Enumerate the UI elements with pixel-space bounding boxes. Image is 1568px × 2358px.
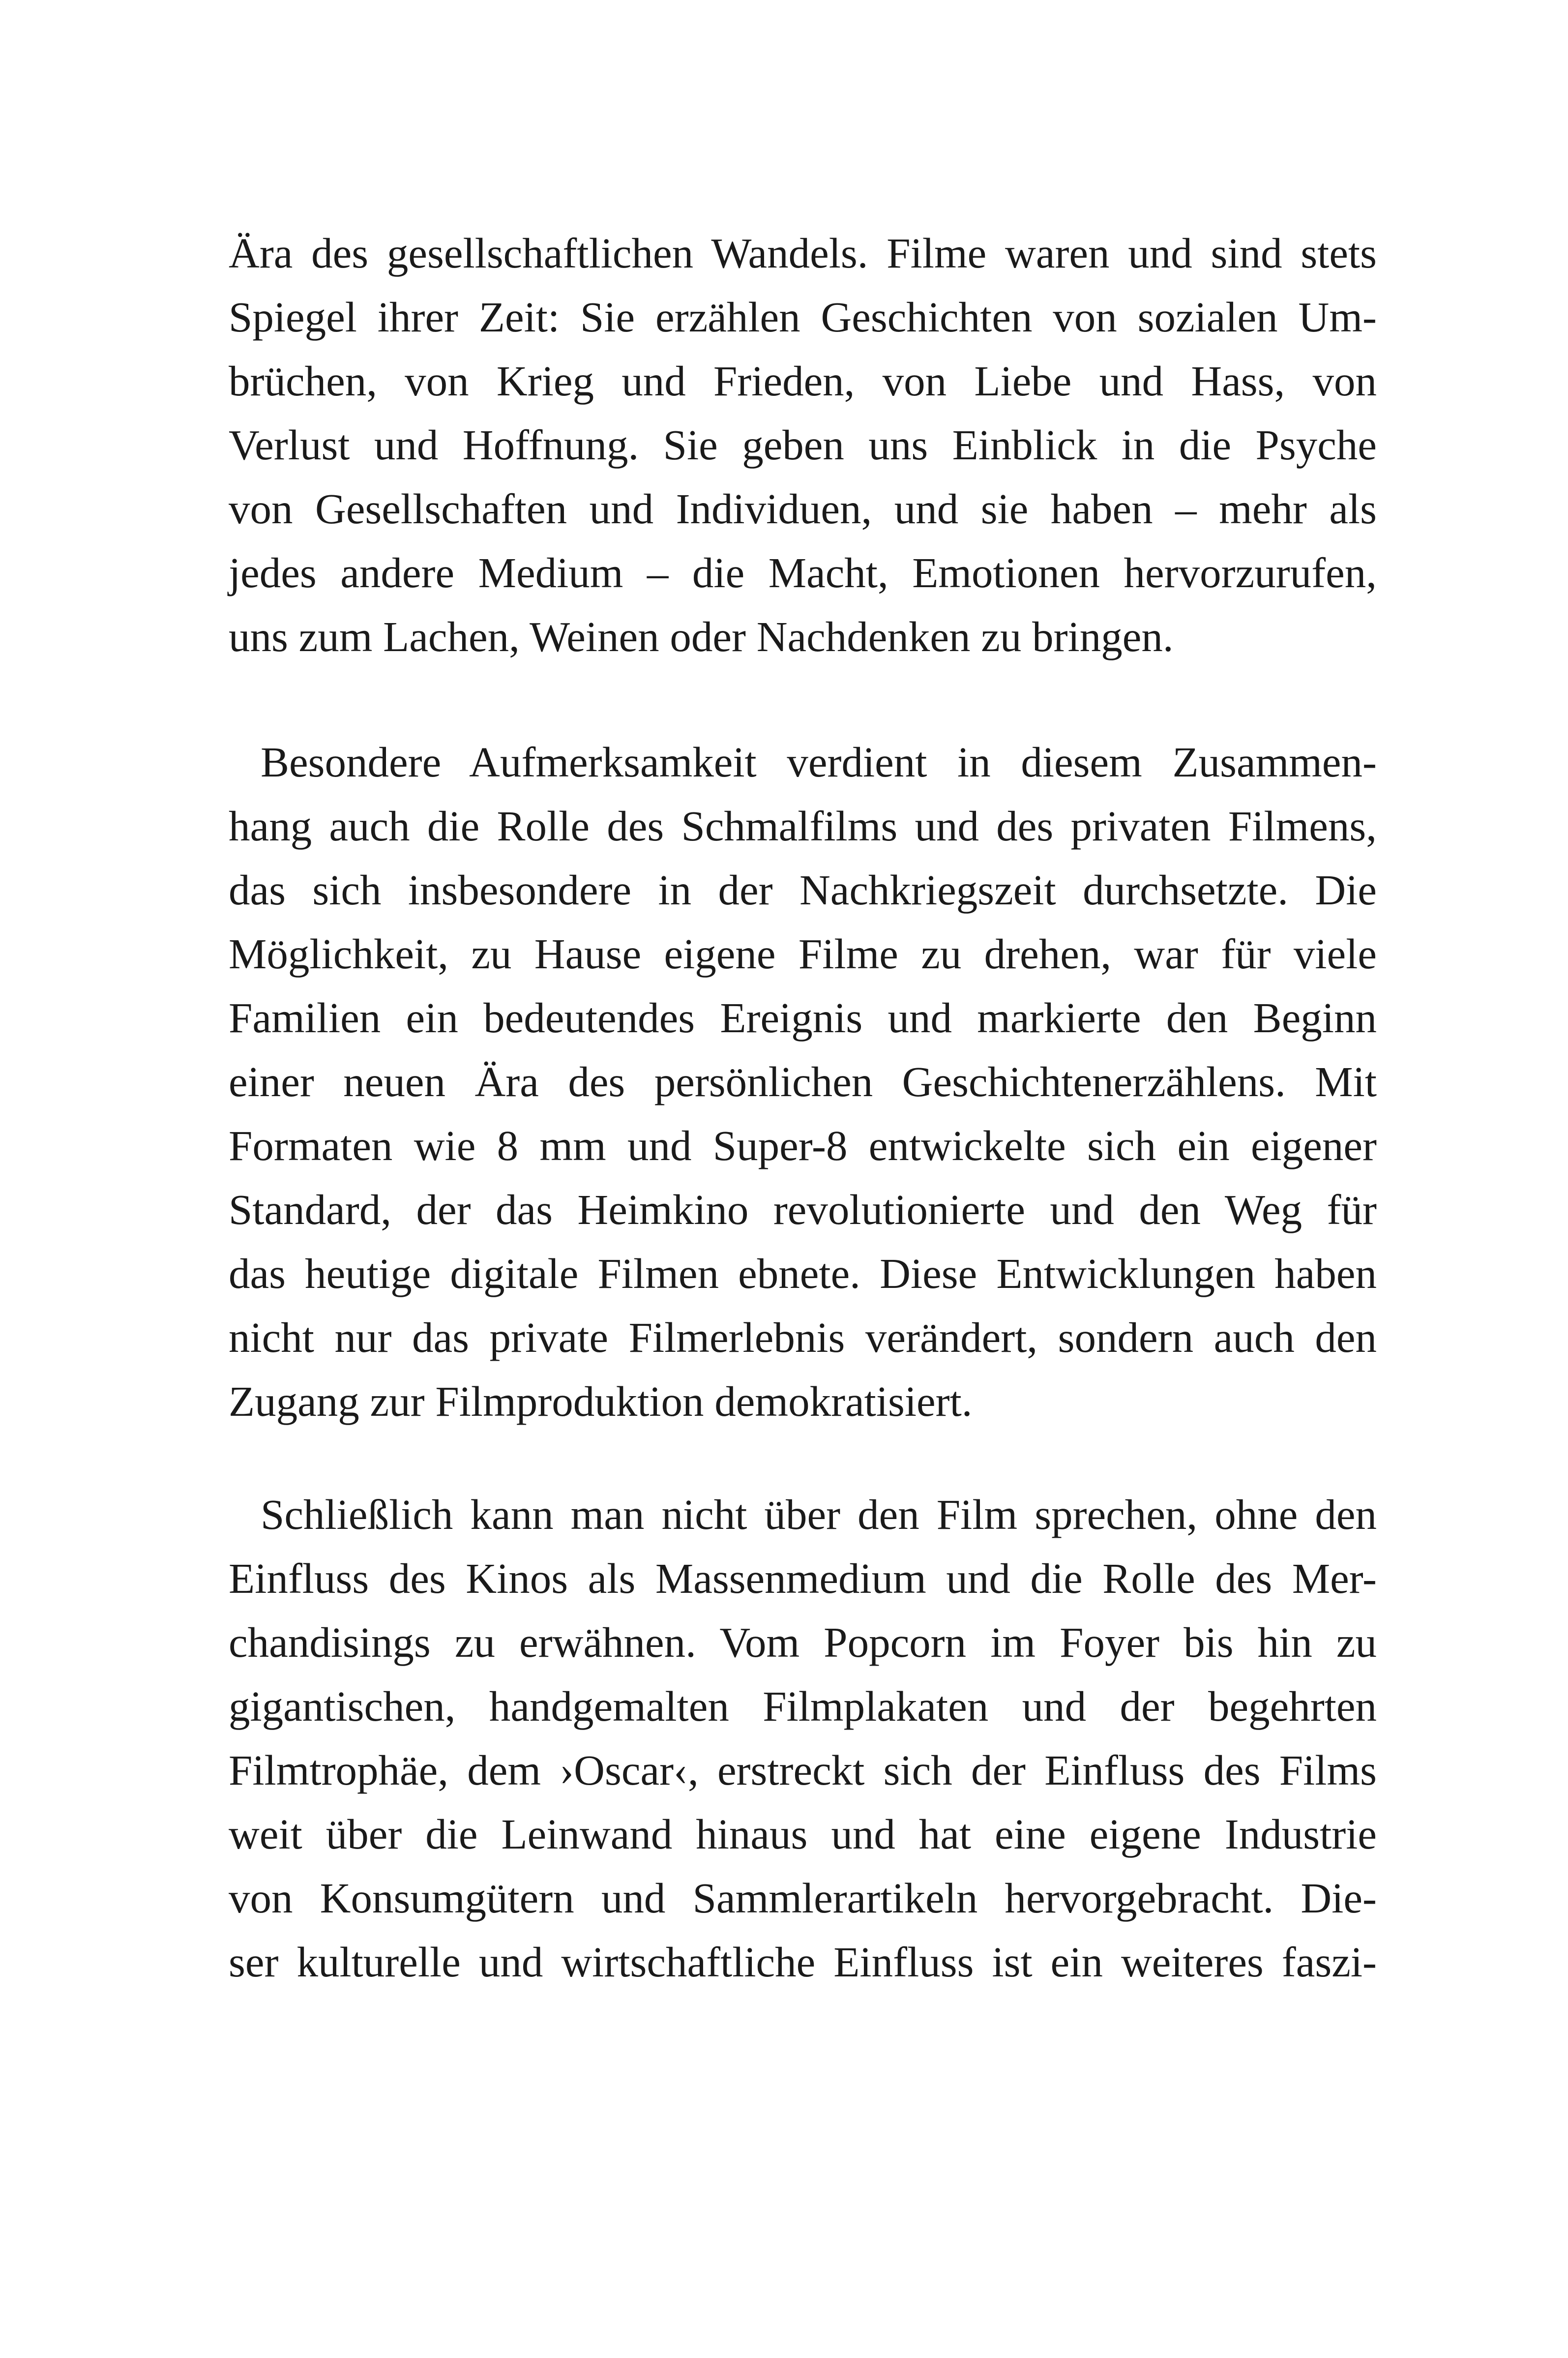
text-line: von Gesellschaften und Individuen, und sie haben – mehr als: [229, 485, 1377, 533]
text-line: uns zum Lachen, Weinen oder Nachdenken zu bringen.: [229, 613, 1174, 660]
text-line: Verlust und Hoffnung. Sie geben uns Einblick in die Psyche: [229, 421, 1377, 469]
text-line: Filmtrophäe, dem ›Oscar‹, erstreckt sich der Einfluss des Films: [229, 1746, 1377, 1794]
text-line: Zugang zur Filmproduktion demokratisiert.: [229, 1377, 973, 1425]
text-line: Schließlich kann man nicht über den Film sprechen, ohne den: [261, 1491, 1377, 1538]
text-line: ser kulturelle und wirtschaftliche Einfluss ist ein weiteres faszi-: [229, 1938, 1377, 1986]
text-line: Familien ein bedeutendes Ereignis und markierte den Beginn: [229, 994, 1377, 1042]
text-line: das sich insbesondere in der Nachkriegszeit durchsetzte. Die: [229, 866, 1377, 914]
text-line: weit über die Leinwand hinaus und hat eine eigene Industrie: [229, 1810, 1377, 1858]
text-line: Möglichkeit, zu Hause eigene Filme zu drehen, war für viele: [229, 930, 1377, 978]
text-line: Ära des gesellschaftlichen Wandels. Filme waren und sind stets: [229, 229, 1377, 277]
text-line: von Konsumgütern und Sammlerartikeln hervorgebracht. Die-: [229, 1874, 1377, 1922]
text-line: chandisings zu erwähnen. Vom Popcorn im Foyer bis hin zu: [229, 1618, 1377, 1666]
text-line: jedes andere Medium – die Macht, Emotionen hervorzurufen,: [229, 549, 1377, 597]
text-line: Besondere Aufmerksamkeit verdient in diesem Zusammen-: [261, 738, 1377, 786]
text-line: Standard, der das Heimkino revolutionierte und den Weg für: [229, 1186, 1377, 1233]
text-line: Formaten wie 8 mm und Super-8 entwickelte sich ein eigener: [229, 1122, 1377, 1169]
text-line: das heutige digitale Filmen ebnete. Diese Entwicklungen haben: [229, 1250, 1377, 1297]
text-line: Spiegel ihrer Zeit: Sie erzählen Geschichten von sozialen Um-: [229, 293, 1377, 341]
text-line: nicht nur das private Filmerlebnis verändert, sondern auch den: [229, 1313, 1377, 1361]
text-line: hang auch die Rolle des Schmalfilms und des privaten Filmens,: [229, 802, 1377, 850]
text-line: gigantischen, handgemalten Filmplakaten und der begehrten: [229, 1682, 1377, 1730]
text-line: einer neuen Ära des persönlichen Geschichtenerzählens. Mit: [229, 1058, 1377, 1105]
text-line: brüchen, von Krieg und Frieden, von Liebe und Hass, von: [229, 357, 1377, 405]
text-line: Einfluss des Kinos als Massenmedium und die Rolle des Mer-: [229, 1554, 1377, 1602]
